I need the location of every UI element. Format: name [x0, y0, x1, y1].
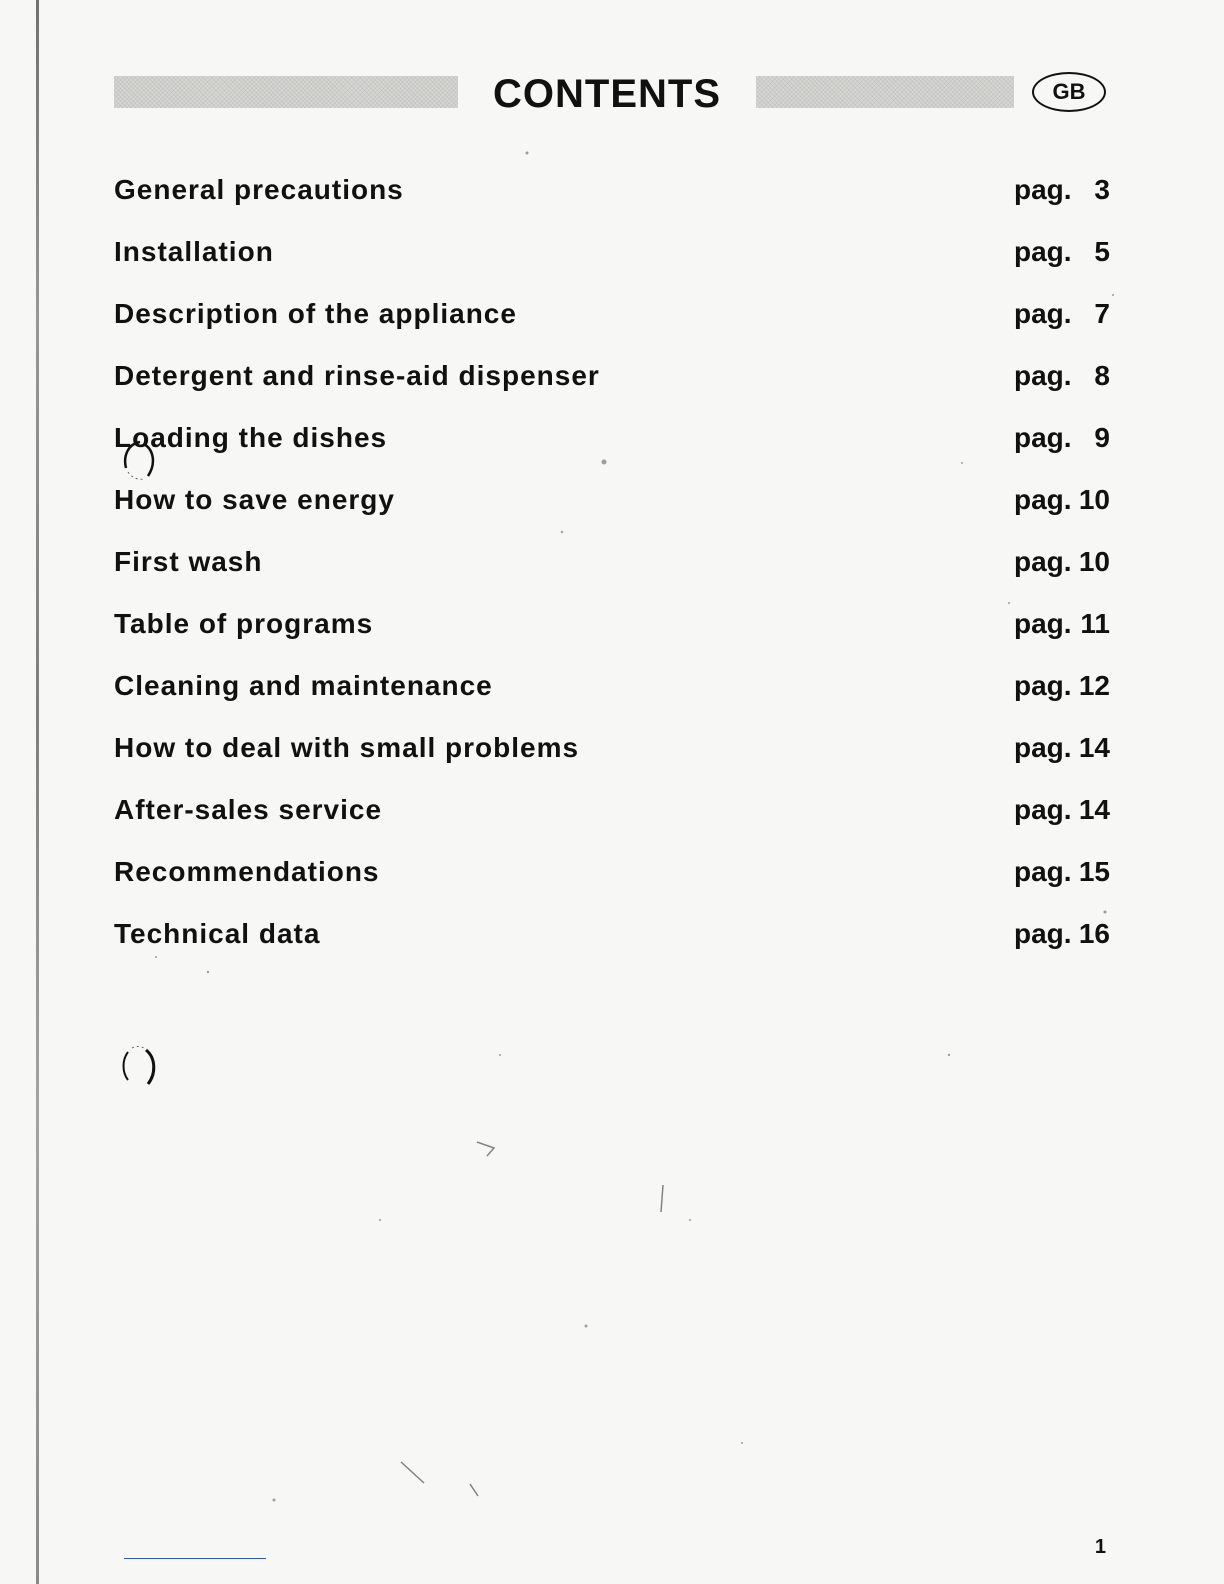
toc-entry-title: First wash — [114, 546, 263, 577]
toc-entry-page — [1014, 168, 1110, 212]
page-number-value: 10 — [1078, 484, 1110, 515]
pag-label: pag. — [1014, 422, 1072, 453]
toc-entry-technical-data[interactable] — [114, 912, 1110, 974]
toc-entry-save-energy[interactable] — [114, 478, 1110, 540]
toc-entry-title: Loading the dishes — [114, 422, 388, 453]
punch-hole-mark-upper — [120, 438, 160, 482]
pag-label: pag. — [1014, 856, 1072, 887]
page-number-value: 11 — [1080, 608, 1110, 639]
toc-entry-page — [1014, 850, 1110, 894]
toc-entry-small-problems[interactable] — [114, 726, 1110, 788]
page-number-value: 5 — [1094, 236, 1110, 267]
toc-entry-page — [1014, 354, 1110, 398]
page-number-value: 8 — [1094, 360, 1110, 391]
pag-label: pag. — [1014, 732, 1072, 763]
contents-header — [114, 70, 1110, 118]
toc-entry-page — [1014, 788, 1110, 832]
toc-entry-cleaning-maintenance[interactable] — [114, 664, 1110, 726]
page-number-value: 14 — [1078, 732, 1110, 763]
toc-entry-page — [1014, 230, 1110, 274]
page-number-value: 12 — [1078, 670, 1110, 701]
page-number-value: 10 — [1078, 546, 1110, 577]
pag-label: pag. — [1014, 174, 1072, 205]
pag-label: pag. — [1014, 236, 1072, 267]
toc-entry-page — [1014, 664, 1110, 708]
page-number: 1 — [1094, 1536, 1106, 1558]
pag-label: pag. — [1014, 484, 1072, 515]
toc-entry-general-precautions[interactable] — [114, 168, 1110, 230]
toc-entry-page — [1014, 540, 1110, 584]
toc-entry-title: Installation — [114, 236, 274, 267]
toc-entry-title: After-sales service — [114, 794, 383, 825]
pag-label: pag. — [1014, 918, 1072, 949]
toc-entry-description[interactable] — [114, 292, 1110, 354]
page-number-value: 3 — [1094, 174, 1110, 205]
toc-entry-page — [1014, 912, 1110, 956]
toc-entry-recommendations[interactable] — [114, 850, 1110, 912]
header-shade-left — [114, 76, 458, 108]
pag-label: pag. — [1014, 546, 1072, 577]
toc-entry-page — [1014, 292, 1110, 336]
toc-entry-title: How to deal with small problems — [114, 732, 580, 763]
pag-label: pag. — [1014, 298, 1072, 329]
toc-entry-loading-dishes[interactable] — [114, 416, 1110, 478]
binding-edge — [36, 0, 39, 1584]
toc-entry-first-wash[interactable] — [114, 540, 1110, 602]
toc-entry-title: General precautions — [114, 174, 404, 205]
toc-entry-title: Table of programs — [114, 608, 374, 639]
toc-entry-title: Technical data — [114, 918, 321, 949]
pag-label: pag. — [1014, 670, 1072, 701]
header-shade-right — [756, 76, 1014, 108]
page-number-value: 14 — [1078, 794, 1110, 825]
pag-label: pag. — [1014, 608, 1072, 639]
toc-entry-title: Recommendations — [114, 856, 380, 887]
toc-entry-page — [1014, 602, 1110, 646]
toc-entry-title: How to save energy — [114, 484, 395, 515]
page-title: CONTENTS — [493, 72, 721, 116]
toc-entry-title: Description of the appliance — [114, 298, 517, 329]
punch-hole-mark-lower — [118, 1044, 158, 1088]
language-badge: GB — [1032, 72, 1106, 112]
footer-rule — [124, 1558, 266, 1559]
toc-entry-table-of-programs[interactable] — [114, 602, 1110, 664]
toc-entry-title: Detergent and rinse-aid dispenser — [114, 360, 600, 391]
table-of-contents — [114, 168, 1110, 974]
page-number-value: 15 — [1078, 856, 1110, 887]
toc-entry-after-sales[interactable] — [114, 788, 1110, 850]
page-number-value: 7 — [1094, 298, 1110, 329]
toc-entry-detergent-dispenser[interactable] — [114, 354, 1110, 416]
toc-entry-page — [1014, 416, 1110, 460]
toc-entry-title: Cleaning and maintenance — [114, 670, 493, 701]
toc-entry-page — [1014, 478, 1110, 522]
pag-label: pag. — [1014, 360, 1072, 391]
page-number-value: 9 — [1094, 422, 1110, 453]
toc-entry-installation[interactable] — [114, 230, 1110, 292]
toc-entry-page — [1014, 726, 1110, 770]
page-number-value: 16 — [1078, 918, 1110, 949]
pag-label: pag. — [1014, 794, 1072, 825]
